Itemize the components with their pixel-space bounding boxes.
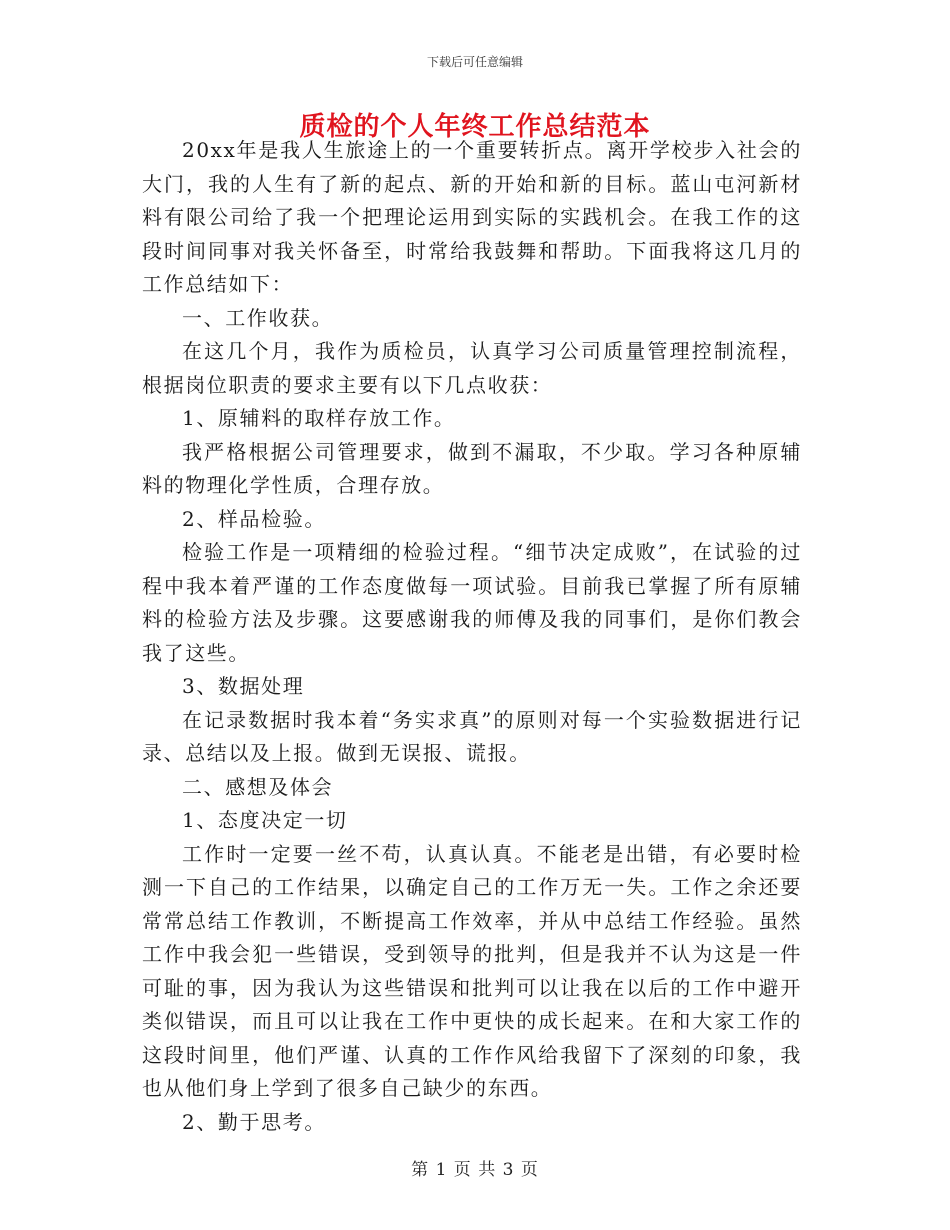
paragraph-attitude: 工作时一定要一丝不苟，认真认真。不能老是出错，有必要时检测一下自己的工作结果，以确定自己的工作万无一失。工作之余还要常常总结工作教训，不断提高工作效率，并从中总结工作经验。虽然工作中我会犯一些错误，受到领导的批判，但是我并不认为这是一件可耻的事，因为我认为这些错误和批判可以让我在以后的工作中避开类似错误，而且可以让我在工作中更快的成长起来。在和大家工作的这段时间里，他们严谨、认真的工作作风给我留下了深刻的印象，我也从他们身上学到了很多自己缺少的东西。 <box>142 841 802 1100</box>
document-body <box>142 134 802 1139</box>
paragraph-sample-inspection: 检验工作是一项精细的检验过程。“细节决定成败”，在试验的过程中我本着严谨的工作态度做每一项试验。目前我已掌握了所有原辅料的检验方法及步骤。这要感谢我的师傅及我的同事们，是你们教会我了这些。 <box>142 540 802 665</box>
paragraph-data-processing: 在记录数据时我本着“务实求真”的原则对每一个实验数据进行记录、总结以及上报。做到无误报、谎报。 <box>142 707 802 765</box>
page-footer-page-number: 第 1 页 共 3 页 <box>411 1160 539 1180</box>
document-title: 质检的个人年终工作总结范本 <box>299 112 651 142</box>
subheading-thinking: 2、勤于思考。 <box>182 1109 326 1134</box>
subheading-sampling: 1、原辅料的取样存放工作。 <box>182 406 456 430</box>
section-heading-reflections: 二、感想及体会 <box>182 774 334 799</box>
subheading-attitude: 1、态度决定一切 <box>182 808 348 832</box>
page-header-note: 下载后可任意编辑 <box>426 55 523 69</box>
paragraph-intro: 20xx年是我人生旅途上的一个重要转折点。离开学校步入社会的大门，我的人生有了新的起点、新的开始和新的目标。蓝山屯河新材料有限公司给了我一个把理论运用到实际的实践机会。在我工作的这段时间同事对我关怀备至，时常给我鼓舞和帮助。下面我将这几月的工作总结如下： <box>142 138 802 296</box>
subheading-data-processing: 3、数据处理 <box>182 674 305 698</box>
paragraph-sampling: 我严格根据公司管理要求，做到不漏取，不少取。学习各种原辅料的物理化学性质，合理存放。 <box>142 439 802 497</box>
subheading-sample-inspection: 2、样品检验。 <box>182 506 326 531</box>
section-heading-work-gains: 一、工作收获。 <box>182 305 334 330</box>
paragraph-work-gains: 在这几个月，我作为质检员，认真学习公司质量管理控制流程，根据岗位职责的要求主要有以下几点收获： <box>142 339 802 397</box>
